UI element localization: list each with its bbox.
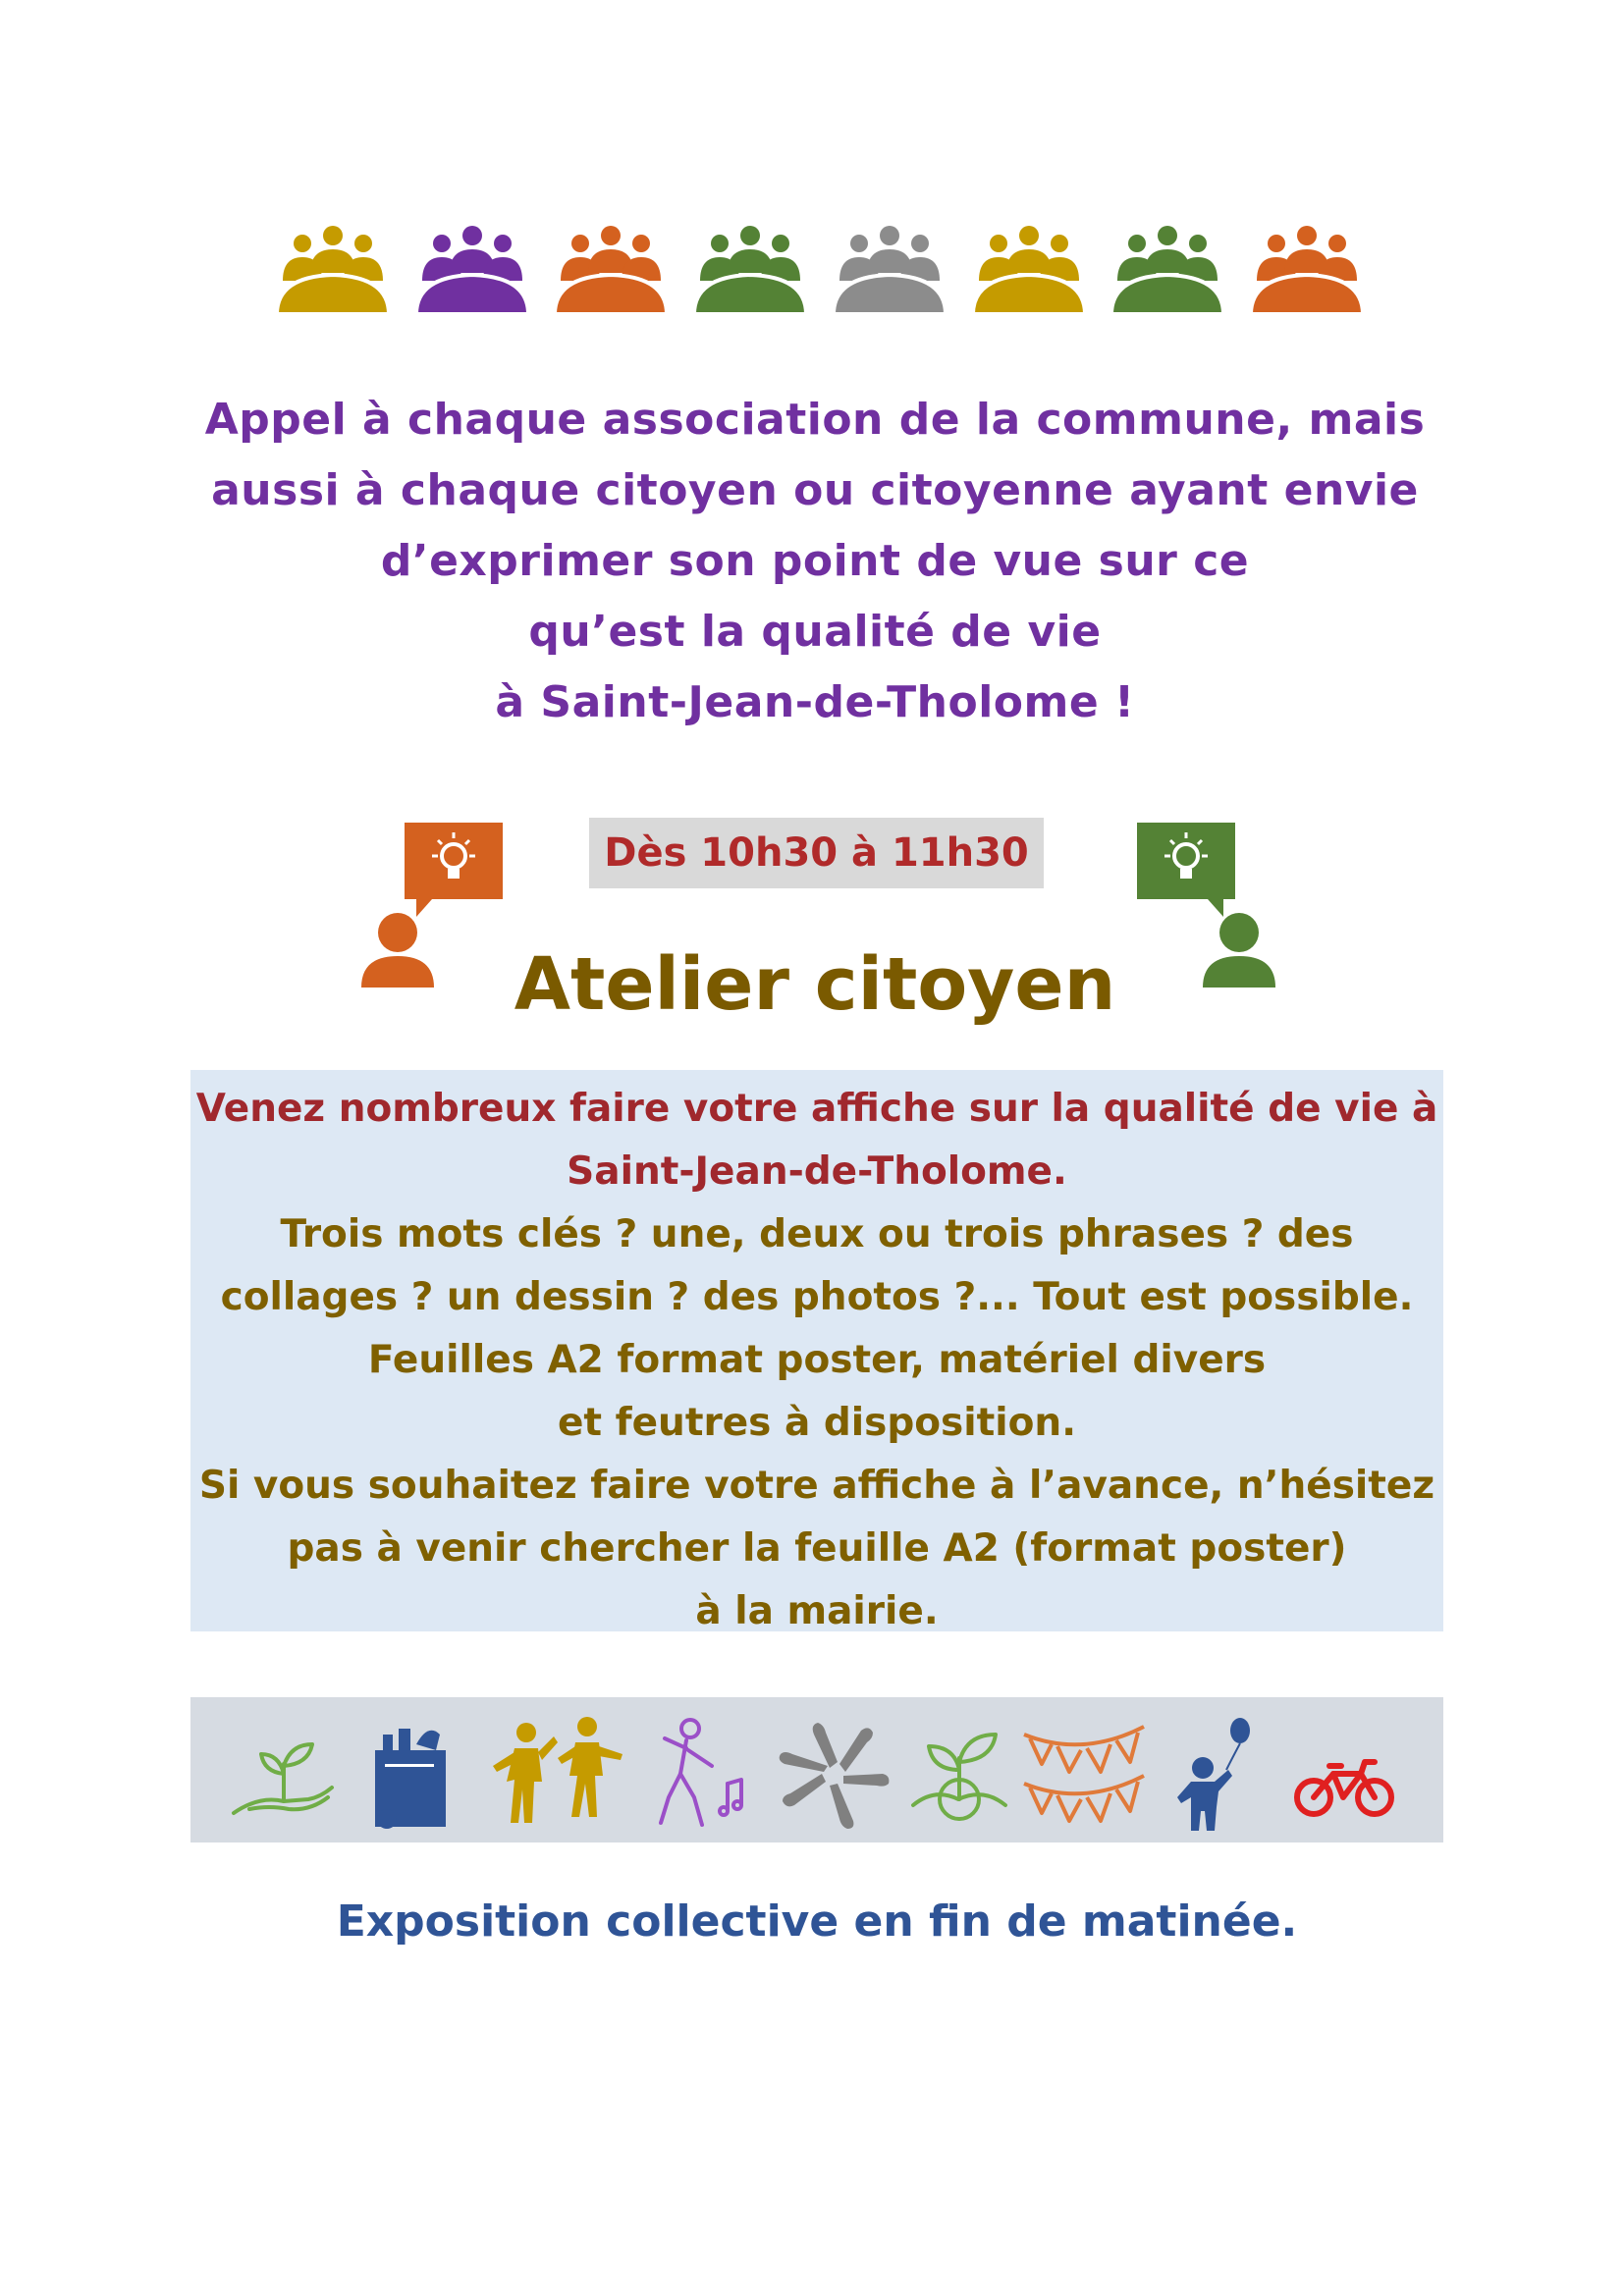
info-line: pas à venir chercher la feuille A2 (format poster) [287, 1526, 1347, 1571]
workshop-title: Atelier citoyen [514, 942, 1116, 1027]
info-line: collages ? un dessin ? des photos ?... Tout est possible. [220, 1275, 1414, 1319]
group-icons-row [275, 221, 1365, 314]
info-line: et feutres à disposition. [557, 1401, 1077, 1445]
appeal-line: aussi à chaque citoyen ou citoyenne ayant envie [211, 465, 1419, 515]
group-icon [832, 224, 947, 314]
child-balloon-icon [1167, 1715, 1275, 1831]
bicycle-icon [1290, 1715, 1398, 1831]
group-icon [1110, 224, 1225, 314]
time-badge: Dès 10h30 à 11h30 [589, 818, 1044, 888]
info-line: à la mairie. [695, 1589, 939, 1633]
hands-circle-icon [775, 1715, 893, 1831]
appeal-line: à Saint-Jean-de-Tholome ! [495, 677, 1135, 727]
info-line: Si vous souhaitez faire votre affiche à l’avance, n’hésitez [198, 1464, 1435, 1508]
group-icon [553, 224, 669, 314]
grocery-bag-icon [357, 1715, 465, 1831]
seedling-icon [905, 1715, 1013, 1831]
appeal-line: qu’est la qualité de vie [528, 607, 1102, 657]
group-icon [414, 224, 530, 314]
group-icon [971, 224, 1087, 314]
bunting-icon [1020, 1715, 1148, 1831]
group-icon [692, 224, 808, 314]
info-box [190, 1070, 1443, 1631]
appeal-text [177, 385, 1453, 738]
info-line: Feuilles A2 format poster, matériel divers [367, 1338, 1267, 1382]
activity-strip [190, 1697, 1443, 1842]
info-line: Venez nombreux faire votre affiche sur la qualité de vie à [195, 1087, 1438, 1131]
group-icon [1249, 224, 1365, 314]
footer-text: Exposition collective en fin de matinée. [336, 1896, 1298, 1947]
dancer-music-icon [647, 1715, 755, 1831]
info-line: Saint-Jean-de-Tholome. [567, 1149, 1067, 1194]
group-icon [275, 224, 391, 314]
info-line: Trois mots clés ? une, deux ou trois phrases ? des [280, 1212, 1354, 1256]
appeal-line: d’exprimer son point de vue sur ce [380, 536, 1250, 586]
hand-sprout-icon [230, 1715, 338, 1831]
dancing-people-icon [485, 1715, 632, 1831]
appeal-line: Appel à chaque association de la commune, mais [204, 395, 1426, 445]
